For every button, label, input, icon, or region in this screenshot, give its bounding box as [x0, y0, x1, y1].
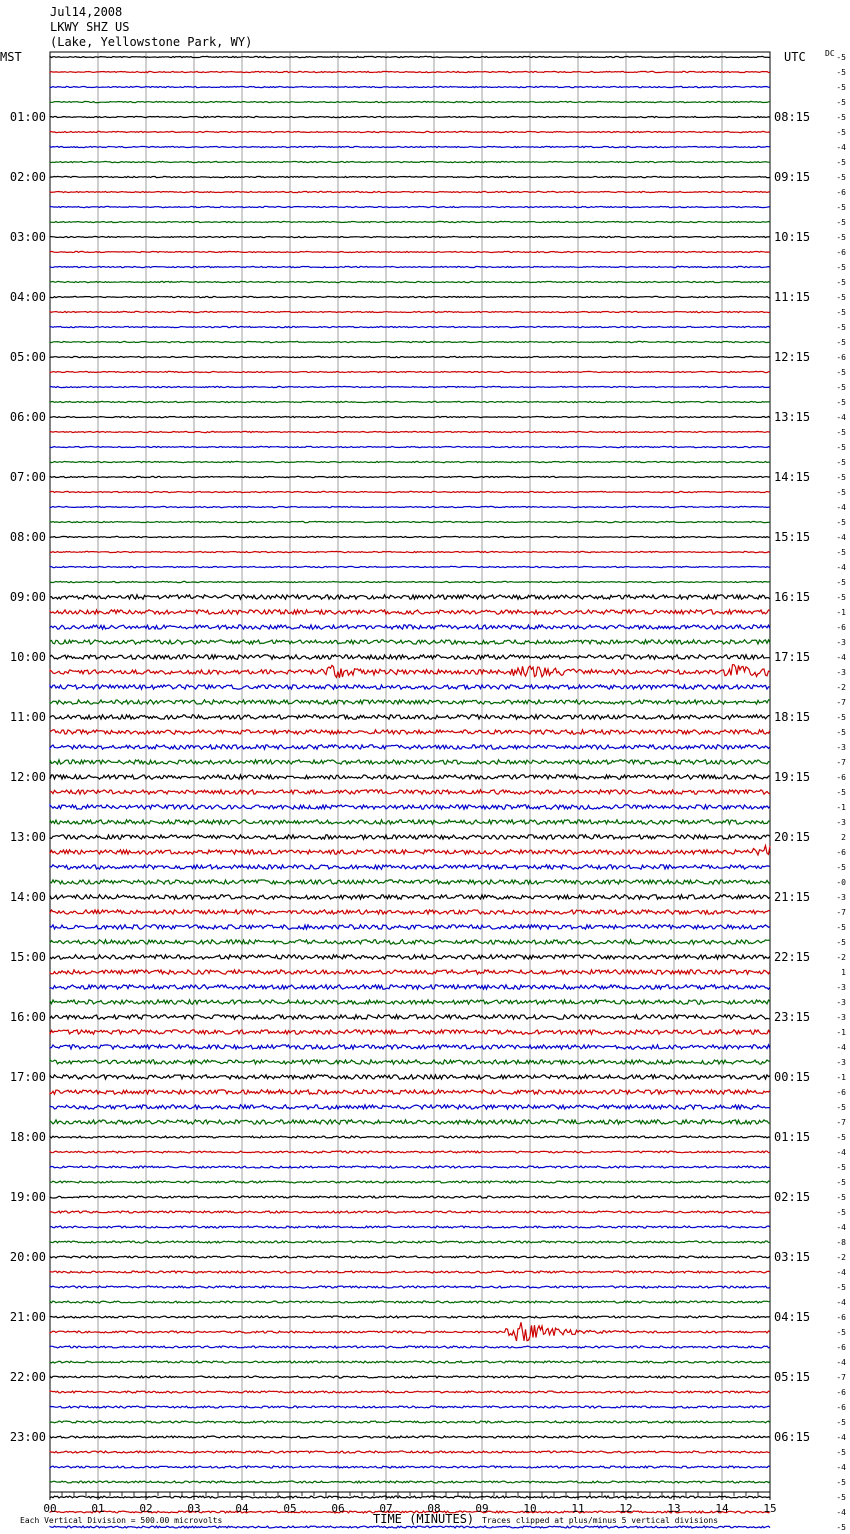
- right-hour-label: 09:15: [774, 170, 811, 184]
- dc-offset-label: -1: [836, 803, 846, 812]
- left-hour-label: 11:00: [9, 710, 46, 724]
- dc-offset-label: -3: [836, 1058, 846, 1067]
- dc-offset-label: -5: [836, 1523, 846, 1532]
- trace-row: [50, 970, 770, 974]
- right-hour-label: 22:15: [774, 950, 811, 964]
- left-hour-label: 14:00: [9, 890, 46, 904]
- trace-row: [50, 536, 770, 537]
- dc-offset-label: -7: [836, 1373, 846, 1382]
- dc-offset-label: -5: [836, 278, 846, 287]
- dc-offset-label: -5: [836, 293, 846, 302]
- trace-row: [50, 700, 770, 704]
- trace-row: [50, 940, 770, 944]
- dc-offset-label: -5: [836, 518, 846, 527]
- dc-offset-label: -4: [836, 1268, 846, 1277]
- trace-row: [50, 101, 770, 102]
- dc-offset-label: -7: [836, 698, 846, 707]
- x-tick-label-04: 04: [235, 1502, 249, 1515]
- trace-row: [50, 1045, 770, 1049]
- left-hour-label: 17:00: [9, 1070, 46, 1084]
- trace-row: [50, 1436, 770, 1438]
- trace-row: [50, 1376, 770, 1378]
- trace-row: [50, 491, 770, 492]
- dc-offset-label: -4: [836, 563, 846, 572]
- trace-row: [50, 835, 770, 839]
- x-tick-label-02: 02: [139, 1502, 153, 1515]
- dc-offset-label: -5: [836, 458, 846, 467]
- trace-row: [50, 715, 770, 719]
- trace-row: [50, 581, 770, 582]
- dc-offset-label: -7: [836, 908, 846, 917]
- dc-offset-label: -2: [836, 953, 846, 962]
- trace-row: [50, 665, 770, 678]
- dc-offset-label: -4: [836, 1463, 846, 1472]
- trace-row: [50, 176, 770, 177]
- right-hour-label: 20:15: [774, 830, 811, 844]
- dc-offset-label: -5: [836, 1103, 846, 1112]
- dc-offset-label: -5: [836, 68, 846, 77]
- right-hour-label: 06:15: [774, 1430, 811, 1444]
- x-tick-label-08: 08: [427, 1502, 441, 1515]
- dc-offset-label: -3: [836, 983, 846, 992]
- trace-row: [50, 251, 770, 252]
- dc-offset-label: -5: [836, 338, 846, 347]
- left-hour-label: 23:00: [9, 1430, 46, 1444]
- trace-row: [50, 311, 770, 312]
- header-location: (Lake, Yellowstone Park, WY): [50, 35, 253, 49]
- x-tick-label-10: 10: [523, 1502, 537, 1515]
- right-hour-label: 10:15: [774, 230, 811, 244]
- dc-offset-label: -5: [836, 233, 846, 242]
- dc-offset-label: 1: [841, 968, 846, 977]
- dc-offset-label: -5: [836, 203, 846, 212]
- trace-row: [50, 685, 770, 689]
- dc-offset-label: -4: [836, 1223, 846, 1232]
- trace-rows: [50, 56, 770, 1534]
- trace-row: [50, 356, 770, 357]
- trace-row: [50, 1181, 770, 1183]
- dc-offset-label: -6: [836, 248, 846, 257]
- x-tick-label-07: 07: [379, 1502, 393, 1515]
- dc-offset-label: -6: [836, 848, 846, 857]
- trace-row: [50, 985, 770, 989]
- trace-row: [50, 1211, 770, 1213]
- trace-row: [50, 1136, 770, 1138]
- left-hour-label: 01:00: [9, 110, 46, 124]
- right-hour-label: 03:15: [774, 1250, 811, 1264]
- left-hour-label: 16:00: [9, 1010, 46, 1024]
- trace-row: [50, 1000, 770, 1004]
- dc-offset-label: -3: [836, 818, 846, 827]
- trace-row: [50, 730, 770, 734]
- trace-row: [50, 1060, 770, 1064]
- trace-row: [50, 1346, 770, 1348]
- trace-row: [50, 610, 770, 614]
- left-hour-label: 21:00: [9, 1310, 46, 1324]
- dc-offset-label: -6: [836, 1313, 846, 1322]
- trace-row: [50, 1406, 770, 1408]
- dc-offset-label: -6: [836, 1088, 846, 1097]
- dc-offset-label: -2: [836, 1253, 846, 1262]
- trace-row: [50, 1241, 770, 1243]
- dc-offset-label: -6: [836, 1343, 846, 1352]
- dc-offset-label: -4: [836, 1508, 846, 1517]
- trace-row: [50, 1256, 770, 1258]
- dc-offset-label: -6: [836, 773, 846, 782]
- left-hour-label: 07:00: [9, 470, 46, 484]
- trace-row: [50, 1226, 770, 1228]
- dc-offset-label: -6: [836, 1388, 846, 1397]
- dc-offset-label: -3: [836, 668, 846, 677]
- dc-offset-label: -3: [836, 743, 846, 752]
- x-tick-label-12: 12: [619, 1502, 633, 1515]
- dc-offset-label: -5: [836, 428, 846, 437]
- right-hour-label: 04:15: [774, 1310, 811, 1324]
- trace-row: [50, 146, 770, 147]
- x-tick-label-00: 00: [43, 1502, 57, 1515]
- right-hour-label: 18:15: [774, 710, 811, 724]
- trace-row: [50, 655, 770, 659]
- dc-offset-label: -5: [836, 728, 846, 737]
- trace-row: [50, 1316, 770, 1318]
- left-hour-label: 15:00: [9, 950, 46, 964]
- trace-row: [50, 1166, 770, 1168]
- left-hour-label: 02:00: [9, 170, 46, 184]
- trace-row: [50, 820, 770, 824]
- trace-row: [50, 625, 770, 629]
- dc-offset-label: -5: [836, 1178, 846, 1187]
- dc-offset-label: -6: [836, 353, 846, 362]
- right-hour-label: 13:15: [774, 410, 811, 424]
- dc-offset-label: -4: [836, 413, 846, 422]
- dc-offset-label: -3: [836, 998, 846, 1007]
- dc-offset-label: -5: [836, 1163, 846, 1172]
- trace-row: [50, 341, 770, 342]
- trace-row: [50, 640, 770, 644]
- right-hour-label: 02:15: [774, 1190, 811, 1204]
- dc-offset-label: -5: [836, 548, 846, 557]
- trace-row: [50, 506, 770, 507]
- dc-label: DC: [825, 49, 835, 58]
- dc-offset-label: -5: [836, 1193, 846, 1202]
- dc-offset-label: -5: [836, 1478, 846, 1487]
- trace-row: [50, 161, 770, 162]
- right-hour-label: 00:15: [774, 1070, 811, 1084]
- left-hour-label: 12:00: [9, 770, 46, 784]
- trace-row: [50, 116, 770, 117]
- trace-row: [50, 236, 770, 237]
- dc-offset-label: -5: [836, 473, 846, 482]
- x-axis-title: TIME (MINUTES): [373, 1512, 475, 1526]
- dc-offset-label: -5: [836, 263, 846, 272]
- dc-offset-label: -0: [836, 878, 846, 887]
- right-hour-label: 19:15: [774, 770, 811, 784]
- x-tick-label-15: 15: [763, 1502, 777, 1515]
- right-hour-label: 01:15: [774, 1130, 811, 1144]
- dc-offset-label: -5: [836, 98, 846, 107]
- trace-row: [50, 1286, 770, 1288]
- x-tick-label-05: 05: [283, 1502, 297, 1515]
- trace-row: [50, 1271, 770, 1273]
- dc-offset-label: -4: [836, 533, 846, 542]
- trace-row: [50, 745, 770, 749]
- dc-offset-label: -4: [836, 1358, 846, 1367]
- plot-frame: [50, 52, 770, 1492]
- dc-offset-label: -4: [836, 503, 846, 512]
- trace-row: [50, 895, 770, 899]
- right-hour-label: 11:15: [774, 290, 811, 304]
- trace-row: [50, 1322, 770, 1341]
- left-hour-label: 10:00: [9, 650, 46, 664]
- left-hour-label: 18:00: [9, 1130, 46, 1144]
- dc-offset-label: -5: [836, 53, 846, 62]
- dc-offset-label: -5: [836, 1448, 846, 1457]
- left-hour-label: 09:00: [9, 590, 46, 604]
- trace-row: [50, 1526, 770, 1528]
- trace-row: [50, 1361, 770, 1363]
- left-hour-label: 05:00: [9, 350, 46, 364]
- dc-offset-label: -7: [836, 1118, 846, 1127]
- left-hour-label: 03:00: [9, 230, 46, 244]
- left-hour-labels: [10, 110, 46, 1444]
- left-hour-label: 06:00: [9, 410, 46, 424]
- left-hour-label: 19:00: [9, 1190, 46, 1204]
- trace-row: [50, 955, 770, 959]
- trace-row: [50, 1496, 770, 1498]
- dc-offset-label: -1: [836, 608, 846, 617]
- footer-clip-note: Traces clipped at plus/minus 5 vertical divisions: [482, 1516, 719, 1525]
- left-hour-label: 20:00: [9, 1250, 46, 1264]
- trace-row: [50, 1481, 770, 1483]
- dc-offset-label: -3: [836, 1013, 846, 1022]
- left-hour-label: 22:00: [9, 1370, 46, 1384]
- dc-offset-label: -5: [836, 83, 846, 92]
- trace-row: [50, 910, 770, 914]
- header-station: LKWY SHZ US: [50, 20, 130, 34]
- trace-row: [50, 1015, 770, 1019]
- dc-offset-label: -5: [836, 788, 846, 797]
- dc-offset-label: -5: [836, 368, 846, 377]
- trace-row: [50, 296, 770, 297]
- dc-offset-label: -5: [836, 383, 846, 392]
- dc-offset-label: -5: [836, 1328, 846, 1337]
- right-hour-label: 15:15: [774, 530, 811, 544]
- dc-offset-label: -5: [836, 1493, 846, 1502]
- trace-row: [50, 1030, 770, 1034]
- left-timezone-label: MST: [0, 50, 22, 64]
- right-hour-label: 05:15: [774, 1370, 811, 1384]
- trace-row: [50, 221, 770, 222]
- dc-offset-label: -5: [836, 128, 846, 137]
- dc-offset-label: -5: [836, 113, 846, 122]
- dc-offset-label: -7: [836, 758, 846, 767]
- trace-row: [50, 760, 770, 764]
- trace-row: [50, 925, 770, 929]
- trace-row: [50, 880, 770, 884]
- dc-offset-label: -5: [836, 1208, 846, 1217]
- dc-offset-label: -2: [836, 683, 846, 692]
- right-hour-label: 23:15: [774, 1010, 811, 1024]
- dc-offset-label: -4: [836, 653, 846, 662]
- trace-row: [50, 476, 770, 477]
- dc-offset-label: -8: [836, 1238, 846, 1247]
- dc-offset-label: -5: [836, 1133, 846, 1142]
- dc-offset-label: -5: [836, 308, 846, 317]
- trace-row: [50, 131, 770, 132]
- trace-row: [50, 1105, 770, 1109]
- dc-offset-label: -5: [836, 323, 846, 332]
- x-tick-label-14: 14: [715, 1502, 729, 1515]
- dc-offset-label: -6: [836, 1403, 846, 1412]
- dc-offset-label: 2: [841, 833, 846, 842]
- trace-row: [50, 521, 770, 522]
- dc-offset-label: -5: [836, 158, 846, 167]
- trace-row: [50, 1421, 770, 1423]
- trace-row: [50, 416, 770, 417]
- trace-row: [50, 386, 770, 387]
- right-hour-label: 17:15: [774, 650, 811, 664]
- dc-offset-label: -5: [836, 443, 846, 452]
- right-hour-label: 16:15: [774, 590, 811, 604]
- dc-offset-label: -5: [836, 593, 846, 602]
- left-hour-label: 04:00: [9, 290, 46, 304]
- dc-offset-label: -4: [836, 143, 846, 152]
- trace-row: [50, 431, 770, 432]
- trace-row: [50, 326, 770, 327]
- left-hour-label: 08:00: [9, 530, 46, 544]
- trace-row: [50, 1090, 770, 1094]
- dc-offset-label: -1: [836, 1073, 846, 1082]
- dc-offset-label: -4: [836, 1298, 846, 1307]
- right-hour-label: 12:15: [774, 350, 811, 364]
- right-hour-label: 21:15: [774, 890, 811, 904]
- right-hour-label: 14:15: [774, 470, 811, 484]
- trace-row: [50, 191, 770, 192]
- x-tick-label-03: 03: [187, 1502, 201, 1515]
- dc-offset-label: -1: [836, 1028, 846, 1037]
- right-hour-label: 08:15: [774, 110, 811, 124]
- dc-offset-label: -5: [836, 173, 846, 182]
- dc-offset-label: -6: [836, 188, 846, 197]
- trace-row: [50, 56, 770, 57]
- trace-row: [50, 790, 770, 794]
- trace-row: [50, 371, 770, 372]
- dc-offset-label: -5: [836, 923, 846, 932]
- dc-offset-label: -5: [836, 938, 846, 947]
- footer-scale-note: Each Vertical Division = 500.00 microvolts: [20, 1516, 223, 1525]
- left-hour-label: 13:00: [9, 830, 46, 844]
- trace-row: [50, 1075, 770, 1079]
- trace-row: [50, 1451, 770, 1453]
- trace-row: [50, 86, 770, 87]
- dc-offset-labels: [836, 53, 846, 1534]
- x-tick-label-09: 09: [475, 1502, 489, 1515]
- dc-offset-label: -5: [836, 1283, 846, 1292]
- trace-row: [50, 1301, 770, 1303]
- trace-row: [50, 446, 770, 447]
- dc-offset-label: -5: [836, 1418, 846, 1427]
- dc-offset-label: -6: [836, 623, 846, 632]
- dc-offset-label: -5: [836, 398, 846, 407]
- dc-offset-label: -5: [836, 713, 846, 722]
- dc-offset-label: -5: [836, 863, 846, 872]
- dc-offset-label: -4: [836, 1433, 846, 1442]
- x-tick-label-13: 13: [667, 1502, 681, 1515]
- trace-row: [50, 71, 770, 72]
- right-timezone-label: UTC: [784, 50, 806, 64]
- dc-offset-label: -3: [836, 638, 846, 647]
- trace-row: [50, 551, 770, 552]
- trace-row: [50, 401, 770, 402]
- trace-row: [50, 461, 770, 462]
- trace-row: [50, 1466, 770, 1468]
- trace-row: [50, 1120, 770, 1124]
- trace-row: [50, 775, 770, 779]
- x-tick-label-11: 11: [571, 1502, 585, 1515]
- trace-row: [50, 805, 770, 809]
- dc-offset-label: -4: [836, 1148, 846, 1157]
- trace-row: [50, 266, 770, 267]
- trace-row: [50, 1196, 770, 1198]
- dc-offset-label: -5: [836, 218, 846, 227]
- trace-row: [50, 1391, 770, 1393]
- dc-offset-label: -5: [836, 578, 846, 587]
- dc-offset-label: -4: [836, 1043, 846, 1052]
- header-date: Jul14,2008: [50, 5, 123, 19]
- trace-row: [50, 566, 770, 567]
- trace-row: [50, 865, 770, 869]
- trace-row: [50, 281, 770, 282]
- trace-row: [50, 846, 770, 855]
- trace-row: [50, 206, 770, 207]
- right-hour-labels: [774, 110, 810, 1444]
- dc-offset-label: -3: [836, 893, 846, 902]
- trace-row: [50, 595, 770, 599]
- dc-offset-label: -5: [836, 488, 846, 497]
- trace-row: [50, 1151, 770, 1153]
- x-tick-label-06: 06: [331, 1502, 345, 1515]
- x-tick-label-01: 01: [91, 1502, 105, 1515]
